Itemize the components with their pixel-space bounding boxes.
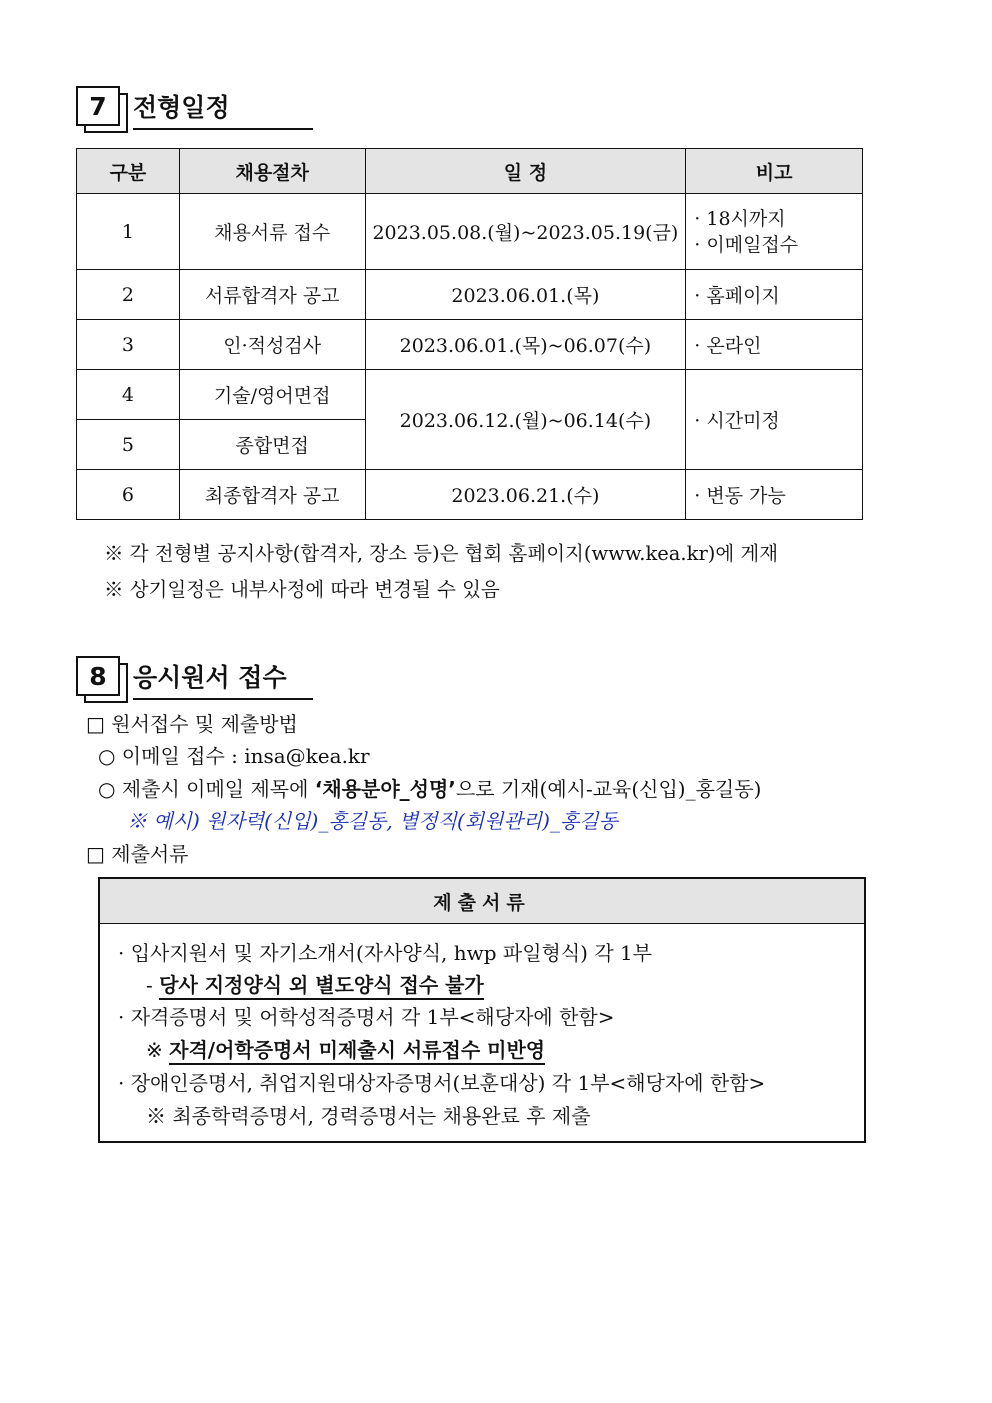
table-row <box>77 370 863 420</box>
row-number: 2 <box>77 270 180 320</box>
date-cell: 2023.05.08.(월)~2023.05.19(금) <box>365 194 686 270</box>
schedule-table <box>76 148 863 520</box>
step-cell: 인·적성검사 <box>179 320 365 370</box>
section-title: 전형일정 <box>133 88 313 130</box>
date-cell: 2023.06.01.(목) <box>365 270 686 320</box>
note-text: · 홈페이지 <box>694 285 780 307</box>
email-line: ○ 이메일 접수 : insa@kea.kr <box>98 744 370 768</box>
dash: - <box>146 973 160 997</box>
emphasis-text: 자격/어학증명서 미제출시 서류접수 미반영 <box>169 1038 545 1065</box>
document-item: · 자격증명서 및 어학성적증명서 각 1부<해당자에 한함> <box>118 1005 615 1029</box>
subject-prefix: ○ 제출시 이메일 제목에 <box>98 777 315 801</box>
document-item: · 입사지원서 및 자기소개서(자사양식, hwp 파일형식) 각 1부 <box>118 941 653 965</box>
table-row <box>77 194 863 270</box>
note-cell <box>686 370 863 470</box>
step-cell: 기술/영어면접 <box>179 370 365 420</box>
header-cell: 일 정 <box>365 149 686 194</box>
row-number: 3 <box>77 320 180 370</box>
documents-box <box>98 877 866 1143</box>
bullet-heading: □ 제출서류 <box>86 842 189 866</box>
subject-line <box>98 773 761 802</box>
section-number: 8 <box>76 656 120 696</box>
section-number: 7 <box>76 86 120 126</box>
note-text: · 온라인 <box>694 335 762 357</box>
documents-header: 제출서류 <box>100 879 864 924</box>
table-header-row <box>77 149 863 194</box>
table-row <box>77 270 863 320</box>
document-note <box>146 1034 545 1063</box>
note-cell <box>686 320 863 370</box>
step-cell: 채용서류 접수 <box>179 194 365 270</box>
document-note: ※ 최종학력증명서, 경력증명서는 채용완료 후 제출 <box>146 1104 591 1128</box>
table-row <box>77 470 863 520</box>
subject-format: ‘채용분야_성명’ <box>314 777 456 801</box>
subject-suffix: 으로 기재(예시-교육(신입)_홍길동) <box>455 777 762 801</box>
row-number: 4 <box>77 370 180 420</box>
note-cell <box>686 270 863 320</box>
note-cell <box>686 194 863 270</box>
emphasis-text: 당사 지정양식 외 별도양식 접수 불가 <box>159 973 484 1000</box>
date-cell: 2023.06.21.(수) <box>365 470 686 520</box>
bullet-heading: □ 원서접수 및 제출방법 <box>86 712 298 736</box>
date-cell: 2023.06.01.(목)~06.07(수) <box>365 320 686 370</box>
header-cell: 비고 <box>686 149 863 194</box>
document-note <box>146 969 484 998</box>
reference-mark: ※ <box>146 1038 170 1062</box>
document-item: · 장애인증명서, 취업지원대상자증명서(보훈대상) 각 1부<해당자에 한함> <box>118 1071 766 1095</box>
header-cell: 구분 <box>77 149 180 194</box>
row-number: 5 <box>77 420 180 470</box>
schedule-note: ※ 상기일정은 내부사정에 따라 변경될 수 있음 <box>104 578 500 601</box>
step-cell: 종합면접 <box>179 420 365 470</box>
note-cell <box>686 470 863 520</box>
schedule-note: ※ 각 전형별 공지사항(합격자, 장소 등)은 협회 홈페이지(www.kea.kr)에 게재 <box>104 542 779 565</box>
note-text: · 이메일접수 <box>694 233 799 256</box>
note-text: · 18시까지 <box>694 207 786 230</box>
table-row <box>77 320 863 370</box>
section-title: 응시원서 접수 <box>133 658 313 700</box>
row-number: 1 <box>77 194 180 270</box>
step-cell: 최종합격자 공고 <box>179 470 365 520</box>
date-cell: 2023.06.12.(월)~06.14(수) <box>365 370 686 470</box>
step-cell: 서류합격자 공고 <box>179 270 365 320</box>
row-number: 6 <box>77 470 180 520</box>
header-cell: 채용절차 <box>179 149 365 194</box>
example-line: ※ 예시) 원자력(신입)_홍길동, 별정직(회원관리)_홍길동 <box>127 809 618 833</box>
note-text: · 변동 가능 <box>694 485 786 507</box>
note-text: · 시간미정 <box>694 410 780 432</box>
